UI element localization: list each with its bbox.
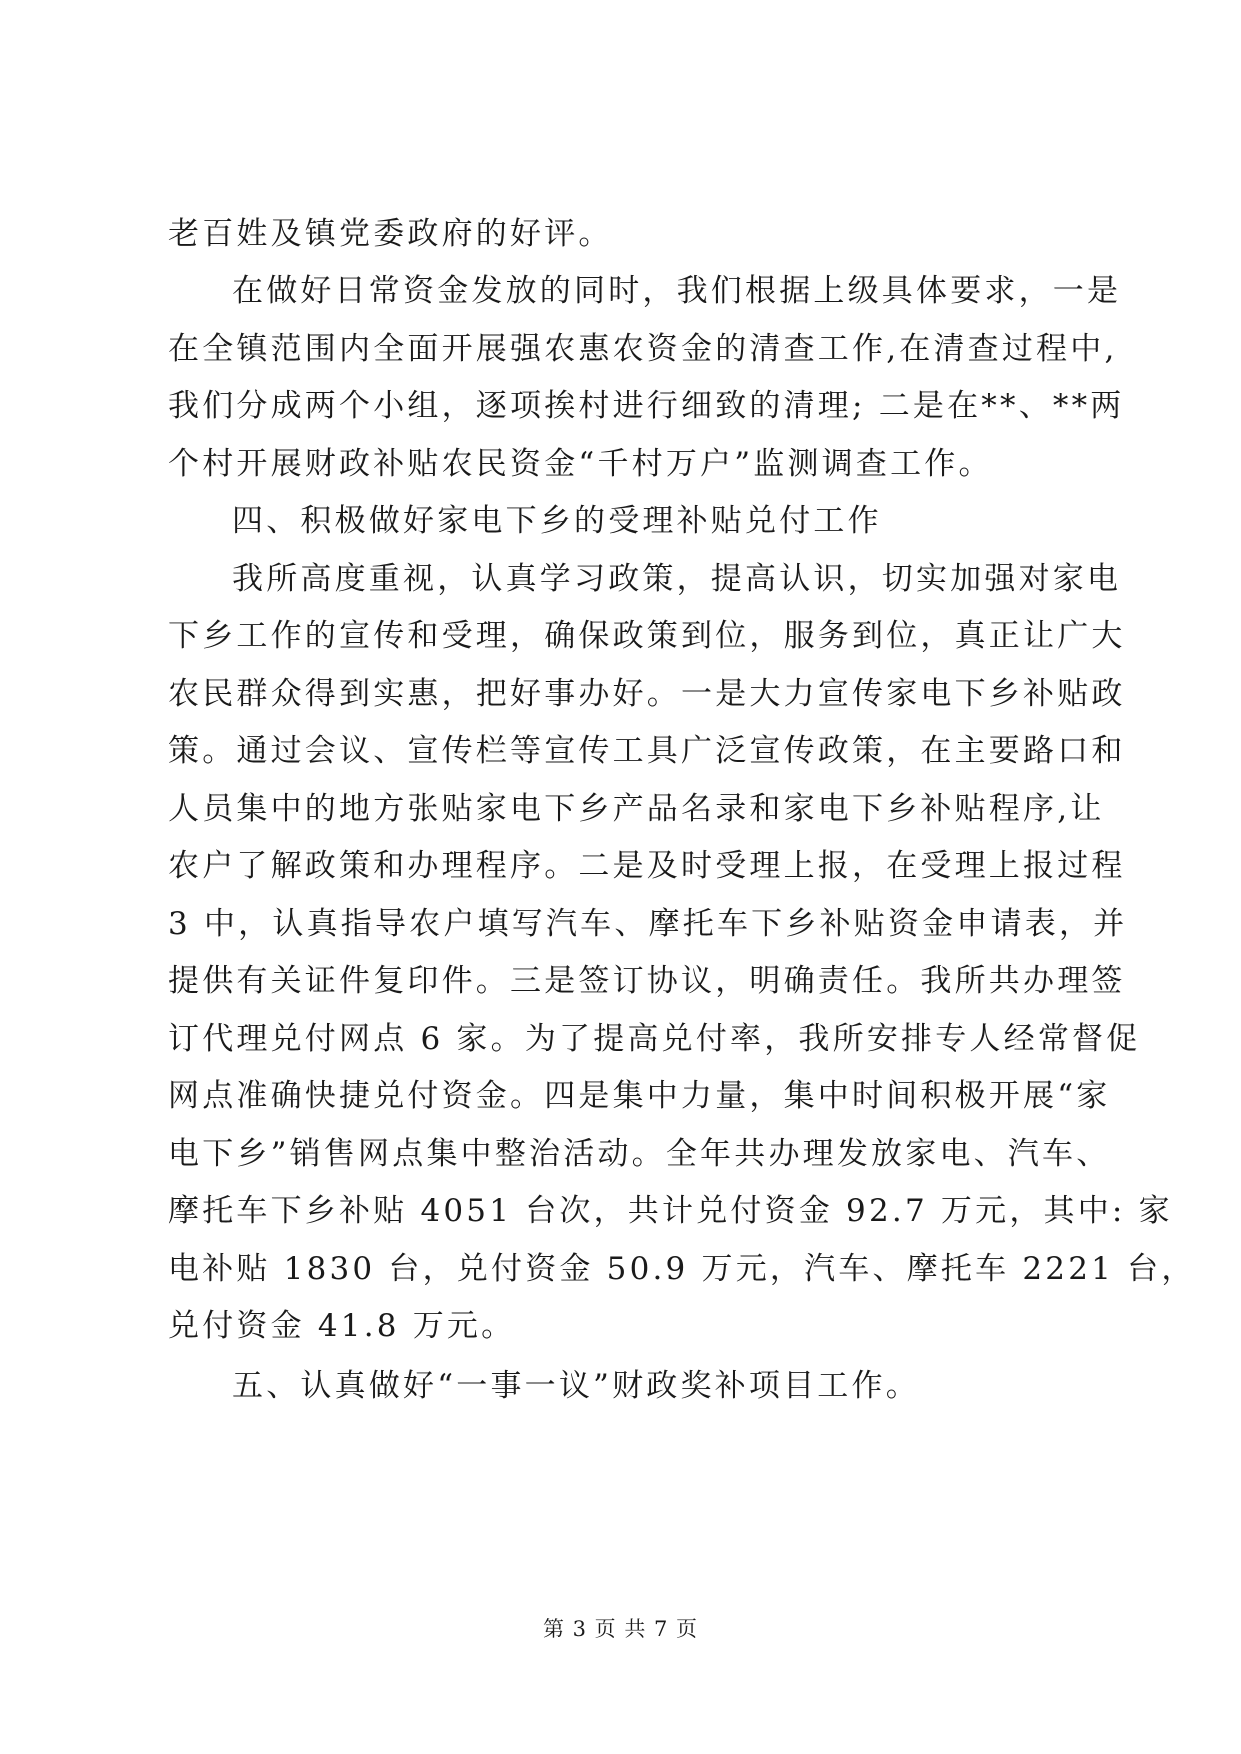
text-line: 在全镇范围内全面开展强农惠农资金的清查工作,在清查过程中, bbox=[168, 331, 1118, 367]
text-line: 兑付资金 41.8 万元。 bbox=[168, 1308, 516, 1344]
text-line: 网点准确快捷兑付资金。四是集中力量，集中时间积极开展“家 bbox=[168, 1078, 1111, 1114]
text-line: 电补贴 1830 台，兑付资金 50.9 万元，汽车、摩托车 2221 台， bbox=[168, 1251, 1196, 1287]
text-line: 下乡工作的宣传和受理，确保政策到位，服务到位，真正让广大 bbox=[168, 618, 1126, 654]
text-line: 人员集中的地方张贴家电下乡产品名录和家电下乡补贴程序,让 bbox=[168, 791, 1105, 827]
text-line: 个村开展财政补贴农民资金“千村万户”监测调查工作。 bbox=[168, 446, 993, 482]
text-line: 策。通过会议、宣传栏等宣传工具广泛宣传政策，在主要路口和 bbox=[168, 733, 1126, 769]
section-heading: 四、积极做好家电下乡的受理补贴兑付工作 bbox=[232, 503, 882, 539]
text-line: 3 中，认真指导农户填写汽车、摩托车下乡补贴资金申请表，并 bbox=[168, 906, 1128, 942]
text-line: 农民群众得到实惠，把好事办好。一是大力宣传家电下乡补贴政 bbox=[168, 676, 1126, 712]
text-line: 摩托车下乡补贴 4051 台次，共计兑付资金 92.7 万元，其中: 家 bbox=[168, 1193, 1173, 1229]
text-line: 农户了解政策和办理程序。二是及时受理上报，在受理上报过程 bbox=[168, 848, 1126, 884]
text-line: 在做好日常资金发放的同时，我们根据上级具体要求，一是 bbox=[232, 273, 1122, 309]
text-line: 电下乡”销售网点集中整治活动。全年共办理发放家电、汽车、 bbox=[168, 1136, 1111, 1172]
text-line: 我们分成两个小组，逐项挨村进行细致的清理; 二是在**、**两 bbox=[168, 388, 1125, 424]
text-line: 老百姓及镇党委政府的好评。 bbox=[168, 216, 613, 252]
text-line: 我所高度重视，认真学习政策，提高认识，切实加强对家电 bbox=[232, 561, 1122, 597]
section-heading: 五、认真做好“一事一议”财政奖补项目工作。 bbox=[232, 1368, 920, 1404]
text-line: 订代理兑付网点 6 家。为了提高兑付率，我所安排专人经常督促 bbox=[168, 1021, 1141, 1057]
text-line: 提供有关证件复印件。三是签订协议，明确责任。我所共办理签 bbox=[168, 963, 1126, 999]
page-number-footer: 第 3 页 共 7 页 bbox=[542, 1617, 699, 1641]
